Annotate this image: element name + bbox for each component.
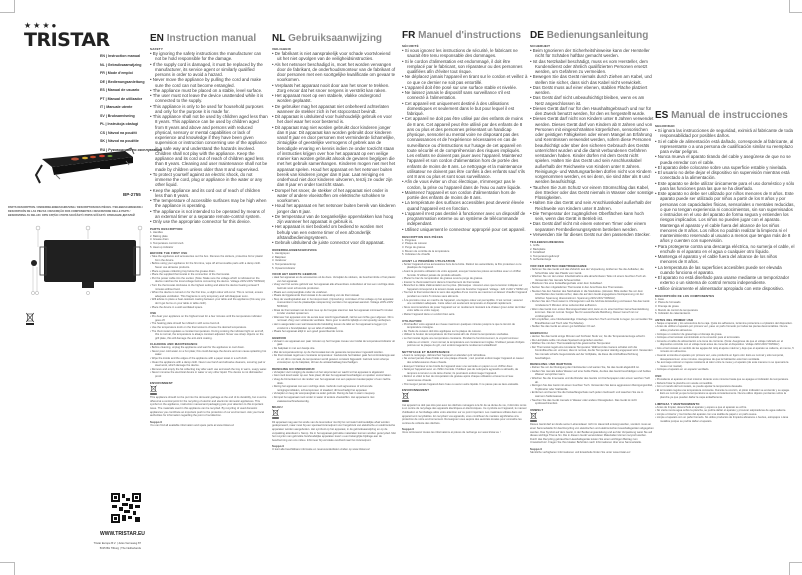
before-first-use-item: • Antes de utilizar el aparato por primera vez, pase un paño húmedo por todas las piezas desmontables. Nunca utilice productos abrasivos. (655, 325, 795, 332)
safety-item: • Si el cable de alimentación está dañado, corresponde al fabricante, al representante o a una persona de cualificación similar su reemplazo para evitar peligros. (655, 139, 795, 155)
environment-heading: ENVIRONMENT (150, 380, 173, 385)
before-first-use-list (655, 322, 795, 372)
parts-description-item: 1. Asas (655, 297, 664, 301)
parts-description-item: 3. Purge de graisse (402, 245, 426, 249)
weee-bin-icon (272, 409, 279, 419)
before-first-use-item: • When the device is turned on for the first time, a slight odour will occur. This is normal, ensure adequate ventilation. This fragrance is only temporary and will disappear soon. (150, 291, 268, 298)
cleaning-maintenance-item: • Verwijder vóór reiniging de stekker uit het stopcontact en wacht tot het apparaat is afgekoeld. (272, 371, 396, 375)
safety-item: • Verplaats het apparaat nooit door aan het snoer te trekken. Zorg ervoor dat het snoer nergens in verstrikt kan raken. (272, 83, 396, 94)
usage-item: • De l'huile de cuisson doit être appliquée sur la plaque de cuisson. (402, 330, 528, 334)
safety-item: • Este aparato no debe ser utilizado por niños menores de 8 años. Este aparato puede ser utilizado por niños a partir de los 8 años y por personas con capacidades físicas, sensoriales o mentales reducidas, o que no tengan experiencia ni conocimientos, sin son supervisados o instruidos en el uso del aparato de forma segura y entienden los riesgos implicados. Los niños no pueden jugar con el aparato. Mantenga el aparato y el cable fuera del alcance de los niños menores de 8 años. Los niños no podrán realizar la limpieza ni el mantenimiento reservado al usuario a menos que tengan más de 8 años y cuenten con supervisión. (655, 191, 795, 244)
language-index-item: IT | Manuale utente (100, 105, 133, 109)
parts-description-list (402, 239, 528, 257)
safety-item: • L'appareil doit être posé sur une surface stable et nivelée. (402, 85, 528, 90)
cleaning-maintenance-item: • Tauchen Sie das Gerät niemals in Wasser oder andere Flüssigkeiten. Das Gerät ist nicht spülmaschinenfest. (530, 399, 654, 406)
cleaning-maintenance-item: • Limpie el aparato con un paño húmedo. No utilice productos de limpieza abrasivos o fuertes, estropajos o lana metálica porque se podría dañar el aparato. (655, 416, 795, 423)
parts-description-item: 4. Bouton de contrôle de la température (402, 249, 450, 253)
parts-description-item: 3. Drenaje de grasa (655, 304, 679, 308)
website-url[interactable]: WWW.TRISTAR.EU (100, 531, 145, 537)
usage-heading: UTILISATION (402, 318, 422, 323)
parts-description-list (530, 244, 654, 262)
before-first-use-item: • Will advise to place a heat-resistant coating between your table and the appliance (this way you don't get burns on your table or table cloth). (150, 298, 268, 305)
section-es (655, 110, 795, 424)
cleaning-maintenance-item: • Limpie el interior y los bordes del aparato con una toallita de papel o un paño suave. (655, 413, 795, 417)
parts-description-list (150, 231, 268, 249)
safety-item: • Die Temperatur der zugänglichen Oberflächen kann hoch sein, wenn das Gerät in Betrieb ist. (530, 211, 654, 222)
section-title (402, 30, 528, 42)
manual-title: Bedienungsanleitung (546, 30, 649, 41)
parts-description-item: 4. Mando de control de temperatura (655, 308, 698, 312)
before-first-use-item: • Plaats de bijgeleverde thermostaat in de aansluiting van de thermostaat. (272, 294, 396, 298)
details-block (530, 240, 654, 455)
before-first-use-item: • Put the power cable into the socket. (Note: Make sure the voltage which is indicated on the device matches the local voltage before connecting the device. Voltage 220V-240V 50/60Hz) (150, 277, 268, 284)
support-heading: Support (530, 446, 543, 451)
cleaning-maintenance-item: • Before cleaning, unplug the appliance and wait for the appliance to cool down. (150, 346, 268, 350)
safety-heading: SICHERHEIT (530, 44, 551, 48)
safety-item: • Bewegen Sie das Gerät niemals durch Ziehen am Kabel, und stellen Sie sicher, dass sich das Kabel nicht verwickelt. (530, 74, 654, 85)
usage-item: • Con el mando del termostato, se puede ajustar la temperatura deseada. (655, 385, 795, 389)
language-index-item: DE | Bedienungsanleitung (100, 79, 145, 84)
usage-heading: USE (150, 311, 157, 316)
usage-item: • Die Heizplatte sollte mit etwas Speiseöl eingerieben werden. (530, 339, 654, 343)
before-first-use-item: • Wanneer het apparaat voor de eerste keer wordt ingeschakeld, zal het een lichte geur afgeven. Dit is normaal. Zorg voor voldoende ventilatie. Deze geur is slechts tijdelijk en zal spoedig verdwijnen. (272, 316, 396, 323)
before-first-use-item: • Place the device in a well-ventilated space. (150, 306, 268, 310)
usage-item: • Wählen Sie mit dem Thermostatknopf die gewünschte Temperatur. (530, 342, 654, 346)
company-address: Tristar Europe B.V. | Jules Verneweg 87 5015 BH Tilburg | The Netherlands (93, 542, 141, 550)
environment-text: This appliance should not be put into the domestic garbage at the end of its durability, but must be offered at a central point for the recycling of electric and electronic domestic appliances. This symbol on the appliance, instruction manual and packaging puts your attention to this important issue. The materials used in this appliance can be recycled. By recycling of used domestic appliances you contribute an important push to the protection of our environment. Ask your local authorities for information regarding the point of recollection. (150, 396, 267, 418)
cleaning-maintenance-heading: REINIGUNG UND WARTUNG (530, 362, 573, 367)
environment-text: Dieses Gerät darf am Ende seiner Lebensdauer nicht im Hausmüll entsorgt werden, sondern muss an einer Sammelstelle für das Recycling von elektrischen und elektronischen Haushaltsgeräten abgegeben werden. Das Symbol auf dem Gerät, in der Bedienungsanleitung und auf der Verpackung weist Sie auf dieses wichtige Thema hin. Die in diesem Gerät verwendeten Materialien können recycelt werden. Durch das Recycling gebrauchter Haushaltsgeräte leisten Sie einen wichtigen Beitrag zum Umweltschutz. Fragen Sie Ihre lokalen Behörden nach Informationen über eine Sammelstelle. (530, 423, 654, 445)
parts-description-heading: TEILEBESCHREIBUNG (530, 240, 565, 244)
section-de (530, 30, 654, 455)
cleaning-maintenance-item: • Ziehen Sie vor der Reinigung den Netzstecker und warten Sie, bis das Gerät abgekühlt ist. (530, 366, 654, 370)
usage-item: • De bakplaat in met een beetje olie. (272, 347, 396, 351)
before-first-use-item: • Het is aangeraden een warmtewerende bekleding tussen de tafel en het apparaat te leggen (zo voorkomt u brandplekken op uw tafel of tafelkleed). (272, 323, 396, 330)
usage-item: • El termostato regula una temperatura constante. Durante la cocción, el piloto indicador se enciende y se apaga. Esto es normal ya que la temperatura se ajusta constantemente. Nunca utilice objetos punzantes sobre la plancha ya que pueden dañar la capa antiadherente. (655, 389, 795, 400)
safety-item: • Este aparato se debe utilizar únicamente para el uso doméstico y sólo para las funciones para las que se ha diseñado. (655, 181, 795, 192)
safety-item: • Het apparaat is niet bedoeld om bediend te worden met behulp van een externe timer of een afzonderlijk afstandbedieningsysteem. (272, 224, 396, 240)
safety-item: • Utilisez uniquement le connecteur approprié pour cet appareil. (402, 227, 528, 232)
safety-item: • The temperature of accessible surfaces may be high when the appliance is operating. (150, 198, 268, 209)
cleaning-maintenance-item: • Gießen Sie niemals kaltes Wasser auf eine heiße Platte, da dies das Gerät beschädigen und heißes Wasser verspritzen kann. (530, 370, 654, 377)
section-title (530, 30, 654, 42)
parts-description-item: 1. Handgrepen (272, 252, 290, 256)
safety-item: • Si vous ignorez les instructions de sécurité, le fabricant ne saurait être tenu responsable des dommages. (402, 48, 528, 59)
parts-description-item: 5. Heat up indicator (150, 245, 174, 249)
safety-item: • Tauchen Sie zum Schutz vor einem Stromschlag das Kabel, den Stecker oder das Gerät niemals in Wasser oder sonstige Flüssigkeiten. (530, 185, 654, 201)
before-first-use-item: • Saque el aparato y los accesorios de la caja. Quite los adhesivos, la lámina protectora o el plástico del dispositivo. (655, 322, 795, 326)
usage-list (402, 323, 528, 348)
safety-item: • Dieses Gerät darf nicht von Kindern unter 8 Jahren verwendet werden. Dieses Gerät darf von Kindern ab 8 Jahren und von Personen mit eingeschränkten körperlichen, sensorischen oder geistigen Fähigkeiten oder einem Mangel an Erfahrung und Kenntnissen verwendet werden, sofern diese Personen beaufsichtigt oder über den sicheren Gebrauch des Geräts unterrichtet wurden und die damit verbundenen Gefahren verstanden haben. Kinder dürfen mit dem Gerät nicht spielen. Halten Sie das Gerät und sein Anschlusskabel außerhalb der Reichweite von Kindern unter 8 Jahren. Reinigungs- und Wartungsarbeiten dürfen nicht von Kindern vorgenommen werden, es sei denn, sie sind älter als 8 und werden beaufsichtigt. (530, 116, 654, 184)
logo-stars-icon: ★★★● (24, 21, 59, 30)
safety-item: • Dieses Gerät darf nur für den Haushaltsgebrauch und nur für den Zweck benutzt werden, für den es hergestellt wurde. (530, 106, 654, 117)
safety-item: • Das Gerät darf nicht unbeaufsichtigt bleiben, wenn es am Netz angeschlossen ist. (530, 95, 654, 106)
support-heading: Support (150, 419, 163, 424)
safety-item: • Het apparaat moet op een stabiele, vlakke ondergrond worden geplaatst. (272, 93, 396, 104)
language-code: NL (272, 33, 286, 44)
safety-item: • De gebruiker mag het apparaat niet onbeheerd achterlaten wanneer de stekker zich in het stopcontact bevindt. (272, 104, 396, 115)
weee-bin-icon (26, 312, 34, 331)
usage-item: • Verwarm uw apparaat een paar minuten op het hoogste niveau voor totdat de temperatuurindicator uit gaat. (272, 340, 396, 347)
support-text: You can find all available information and spare parts at www.tristar.eu! (150, 423, 235, 427)
before-first-use-heading: AVANT LA PREMIÈRE UTILISATION (402, 258, 455, 263)
manual-title: Instruction manual (166, 33, 257, 44)
safety-item: • Si le cordon d'alimentation est endommagé, il doit être remplacé par le fabricant, son réparateur ou des personnes qualifiées afin d'éviter tout risque. (402, 59, 528, 75)
cleaning-maintenance-item: • Wischen Sie die Innenseite und die Ränder des Geräts mit Küchenpapier oder einem weichen Tuch ab. (530, 377, 654, 384)
safety-item: • Mantenga el aparato y el cable fuera del alcance de los niños menores de 8 años. (655, 254, 795, 265)
safety-heading: VEILIGHEID (272, 47, 292, 51)
safety-item: • L'appareil n'est pas destiné à fonctionner avec un dispositif de programmation externe ou un système de télécommande indépendant. (402, 211, 528, 227)
cleaning-maintenance-list (402, 354, 528, 386)
support-heading: Support (402, 427, 415, 432)
safety-item: • By ignoring the safety instructions the manufacturer can not be hold responsible for the damage. (150, 51, 268, 62)
language-index-item: SK | Návod na použitie (100, 139, 139, 143)
cleaning-maintenance-heading: REINIGING EN ONDERHOUD (272, 366, 315, 371)
language-index-item: ES | Manual de usuario (100, 88, 140, 92)
cleaning-maintenance-item: • No vierta nunca agua sobre la plancha, se podría dañar el aparato y provocar salpicaduras de agua caliente. (655, 409, 795, 413)
usage-heading: USO (655, 374, 662, 379)
parts-description-list (655, 298, 795, 316)
usage-list (655, 378, 795, 400)
safety-item: • Als het netsnoer beschadigd is, moet het worden vervangen door de fabrikant, de onderhoudsmonteur van de fabrikant of door personen met een soortgelijke kwalificatie om gevaar te voorkomen. (272, 62, 396, 83)
safety-item: • Verwenden Sie für dieses Gerät nur den passenden Stecker. (530, 232, 654, 237)
parts-description-item: 2. Plaque de cuisson (402, 242, 427, 246)
cleaning-maintenance-item: • Ne versez jamais d'eau froide sur une plaque chaude ; ceci pourrait endommager l'appareil et causer des éclaboussures d'eau chaude. (402, 357, 528, 364)
cleaning-maintenance-item: • Never pour cold water on a hot plate; this could damage the device and can cause splashing hot water. (150, 350, 268, 357)
cleaning-maintenance-item: • Verwijder en leeg de vetopvangbak na ieder gebruik. Reinig de bak in warm zeepsop. (272, 392, 396, 396)
before-first-use-item: • Insérez le thermostat fourni dans le branchement du thermostat. (402, 281, 528, 285)
safety-item: • Cet appareil ne doit pas être utilisé par des enfants de moins de 8 ans. Cet appareil peut être utilisé par des enfants de 8 ans ou plus et des personnes présentant un handicap physique, sensoriel ou mental voire ne disposant pas des connaissances et de l'expérience nécessaires en cas de surveillance ou d'instructions sur l'usage de cet appareil en toute sécurité et de compréhension des risques impliqués. Les enfants ne doivent pas jouer avec l'appareil. Maintenez l'appareil et son cordon d'alimentation hors de portée des enfants de moins de 8 ans. Le nettoyage et la maintenance utilisateur ne doivent pas être confiés à des enfants sauf s'ils ont 8 ans ou plus et sont sous surveillance. (402, 116, 528, 179)
environment-heading: UMWELT (530, 407, 544, 412)
usage-item: • Heizen Sie das Gerät einige Minuten auf höchster Stufe vor, bis die Temperaturanzeige erlischt. (530, 335, 654, 339)
language-code: ES (655, 110, 669, 121)
before-first-use-list (272, 276, 396, 334)
safety-item: • Beim Ignorieren der Sicherheitshinweise kann der Hersteller nicht für Schäden haftbar gemacht werden. (530, 48, 654, 59)
cleaning-maintenance-list (272, 371, 396, 403)
cleaning-maintenance-item: • Giet nooit koud water op een hete plaat; dit kan het apparaat beschadigen en spatten veroorzaken. (272, 374, 396, 378)
before-first-use-item: • À la première mise en marche de l'appareil, une légère odeur est perceptible. C'est normal ; assurez une ventilation adéquate. Cette odeur est seulement temporaire et disparaît rapidement. (402, 299, 528, 306)
cleaning-maintenance-item: • Veeg de binnenkant en de randen van het apparaat met een papieren keukenpapier of een zachte doek. (272, 378, 396, 385)
usage-item: • Der Thermostat regelt eine konstante Temperatur. Während des Garens schaltet sich die Kontrollleuchte ein und aus; dies ist normal, da die Temperatur ständig angepasst wird. Verwenden Sie niemals scharfe Gegenstände auf der Grillplatte, da diese die Antihaftbeschichtung beschädigen. (530, 346, 654, 360)
parts-description-heading: DESCRIPTION DES PIÈCES (402, 234, 444, 239)
safety-item: • El aparato debe colocarse sobre una superficie estable y nivelada. (655, 165, 795, 170)
parts-description-item: 1. Poignées (402, 238, 417, 242)
details-block (272, 248, 396, 452)
safety-item: • Dompel het snoer, de stekker of het apparaat niet onder in water of andere vloeistoffen om elektrische schokken te voorkomen. (272, 188, 396, 204)
support-text: U kunt alle beschikbare informatie en reserveonderdelen vinden op www.tristar.eu! (272, 448, 370, 452)
before-first-use-heading: BEFORE THE FIRST USE (150, 251, 188, 256)
cleaning-maintenance-item: • Dompel het apparaat nooit onder in water of andere vloeistoffen. Het apparaat is niet vaatwasmachinebestendig. (272, 396, 396, 403)
safety-heading: SÉCURITÉ (402, 44, 419, 48)
section-title (272, 33, 396, 45)
usage-item: • Utilisez le bouton de température du thermostat afin de choisir la température souhaitée. (402, 333, 528, 337)
safety-list (402, 48, 528, 232)
before-first-use-heading: ANTES DEL PRIMER USO (655, 317, 694, 322)
safety-heading: SEGURIDAD (655, 124, 675, 128)
cleaning-maintenance-item: • Remove and empty the fat collecting tray after each use and wash the tray in warm, soapy water. (150, 368, 268, 372)
language-index-item: FR | Mode d'emploi (100, 71, 133, 75)
usage-item: • Use the temperature knob on the thermostat to choose the desired temperature. (150, 326, 268, 330)
before-first-use-item: • Platzieren Sie eine Fettauffangschale unter dem Fettablauf. (530, 282, 654, 286)
manual-title: Gebruiksaanwijzing (288, 33, 383, 44)
usage-list (272, 340, 396, 365)
safety-item: • Gebruik uitsluitend de juiste connector voor dit apparaat. (272, 240, 396, 245)
safety-item: • El aparato no está diseñado para usarse mediante un temporizador externo o un sistema de control remoto independiente. (655, 275, 795, 286)
section-title (655, 110, 795, 122)
before-first-use-item: • Setzen Sie den mitgelieferten Thermostat in den Anschluss des Thermostats. (530, 286, 654, 290)
parts-description-item: 3. Vetafvoer (272, 259, 287, 263)
language-index (100, 52, 163, 154)
parts-description-item: 3. Grease drain (150, 238, 169, 242)
before-first-use-heading: VOR DER ERSTEN INBETRIEBNAHME (530, 263, 587, 268)
language-index-item: CS | Návod na použití (100, 130, 137, 135)
cleaning-maintenance-heading: LIMPIEZA Y MANTENIMIENTO (655, 401, 700, 406)
cleaning-maintenance-item: • Clean the appliance with a damp cloth. Never use harsh and abrasive cleaners, scouring pad or steel wool, which damage the device. (150, 361, 268, 368)
details-block (150, 227, 268, 427)
details-block (655, 294, 795, 424)
parts-description-heading: DESCRIPCIÓN DE LOS COMPONENTES (655, 293, 715, 298)
safety-item: • Nunca mueva el aparato tirando del cable y asegúrese de que no se pueda enredar con el cable. (655, 154, 795, 165)
cleaning-maintenance-heading: NETTOYAGE ET MAINTENANCE (402, 349, 450, 354)
section-fr (402, 30, 528, 435)
language-index-item: NL | Gebruiksaanwijzing (100, 62, 142, 67)
before-first-use-item: • Plaats een vetopvangbak onder de vetafvoer. (272, 291, 396, 295)
manual-title: Manual de instrucciones (671, 110, 788, 121)
before-first-use-item: • Gire el termostato en sentido de las agujas del reloj al ajuste máximo y deje que el aparato se caliente, al menos, 5 minutos sin alimentos. (655, 347, 795, 354)
cleaning-maintenance-item: • Nettoyez l'appareil avec un chiffon humide. N'utilisez pas de nettoyants agressifs ou abrasifs, de tampons à récurer ou de laine d'acier, ils pourraient endommager l'appareil. (402, 368, 528, 375)
cleaning-maintenance-list (530, 366, 654, 406)
cleaning-maintenance-item: • Essuyez l'intérieur et les bords de l'appareil avec une serviette en papier ou un chiffon doux. (402, 365, 528, 369)
before-first-use-item: • Coloque un colector de grasa bajo el drenaje de grasa. (655, 333, 795, 337)
before-first-use-heading: VOOR HET EERSTE GEBRUIK (272, 272, 317, 277)
cleaning-maintenance-item: • N'immergez jamais l'appareil dans l'eau ou aucun autre liquide. Il ne passe pas au lave-vaisselle. (402, 383, 528, 387)
parts-description-item: 5. Indicateur de chauffe (402, 253, 431, 257)
cleaning-maintenance-item: • Reinigen Sie das Gerät mit einem feuchten Tuch. Verwenden Sie keine aggressiven Reinigungsmittel, Topfkratzer oder Stahlwolle. (530, 384, 654, 391)
before-first-use-item: • Place a grease collecting tray below the grease drain. (150, 270, 268, 274)
cleaning-maintenance-item: • Wipe the inside and the edges of the appliance with a paper towel or a soft cloth. (150, 357, 268, 361)
before-first-use-item: • Take the appliance and accessories out the box. Remove the stickers, protective foil or plastic from the device. (150, 255, 268, 262)
safety-item: • Dit apparaat is uitsluitend voor huishoudelijk gebruik en voor het doel waar het voor bestemd is. (272, 114, 396, 125)
before-first-use-item: • Mettez l'appareil dans un endroit bien aéré. (402, 313, 528, 317)
safety-item: • Dit apparaat mag niet worden gebruikt door kinderen jonger dan 8 jaar. Dit apparaat kan worden gebruikt door kinderen vanaf 8 jaar en door personen met verminderde lichamelijke, zintuiglijke of geestelijke vermogens of gebrek aan de benodigde ervaring en kennis indien ze onder toezicht staan of instructies krijgen over hoe het apparaat op een veilige manier kan worden gebruikt alsook de gevaren begrijpen die met het gebruik samenhangen. Kinderen mogen niet met het apparaat spelen. Houd het apparaat en het netsnoer buiten bereik van kinderen jonger dan 8 jaar. Laat reiniging en onderhoud niet door kinderen uitvoeren, tenzij ze ouder zijn dan 8 jaar en onder toezicht staan. (272, 125, 396, 188)
before-first-use-item: • Drehen Sie den Thermostat im Uhrzeigersinn auf die höchste Einstellung und lassen Sie das Gerät mindestens 5 Minuten ohne Lebensmittel aufheizen. (530, 300, 654, 307)
usage-item: • Met de temperatuurknop op de thermostaat kan de gewenste temperatuur ingesteld worden. (272, 351, 396, 355)
safety-item: • El usuario no debe dejar el dispositivo sin supervisión mientras está conectado a la alimentación. (655, 170, 795, 181)
before-first-use-item: • Cuando encienda el aparato por primera vez, este producirá un ligero olor. Esto es normal y sólo temporal, desaparecerá en unos minutos. Asegúrese de que la habitación esté bien ventilada. (655, 354, 795, 361)
safety-item: • This appliance shall not be used by children aged less than 8 years. This appliance can be used by children aged from 8 years and above and persons with reduced physical, sensory or mental capabilities or lack of experience and knowledge if they have been given supervision or instruction concerning use of the appliance in a safe way and understand the hazards involved. Children shall not play with the appliance. Keep the appliance and its cord out of reach of children aged less than 8 years. Cleaning and user maintenance shall not be made by children unless older than 8 and supervised. (150, 114, 268, 172)
before-first-use-item: • Wenn das Gerät zum ersten Mal eingeschaltet wird, kann es zu einer leichten Geruchsentwicklung kommen. Das ist normal. Sorgen Sie für ausreichende Belüftung. Dieser Geruch ist nur vorübergehend. (530, 308, 654, 319)
parts-description-item: 2. Placa de horneado (655, 301, 681, 305)
parts-description-item: 4. Temperatuurknop (272, 263, 296, 267)
manual-title: Manuel d'instructions (418, 30, 522, 41)
cleaning-maintenance-item: • Entfernen und leeren Sie die Fettauffangschale nach jedem Gebrauch und waschen Sie sie in warmem Seifenwasser. (530, 391, 654, 398)
cleaning-maintenance-item: • Antes de limpiar, desenchufe el aparato y espere a que el aparato se enfríe. (655, 406, 795, 410)
before-first-use-item: • Wir empfehlen, eine hitzebeständige Unterlage zwischen Tisch und Gerät zu legen (so vermeiden Sie Brandflecken auf Tisch oder Tischdecke). (530, 318, 654, 325)
model-number: BP-2755 (123, 192, 141, 197)
safety-item: • Si ignora las instrucciones de seguridad, eximirá al fabricante de toda responsabilidad por posibles daños. (655, 128, 795, 139)
usage-list (150, 315, 268, 340)
language-code: FR (402, 30, 416, 41)
before-first-use-item: • Haal het apparaat en de accessoires uit de doos. Verwijder de stickers, de beschermfolie of het plastic van het apparaat. (272, 276, 396, 283)
section-nl (272, 33, 396, 452)
before-first-use-item: • Conecte el cable de alimentación a la toma de corriente. (Nota: Asegúrese de que el voltaje indicado en el dispositivo coincide con el voltaje local antes de conectar el dispositivo. Voltaje 220V-240V 50/60Hz) (655, 340, 795, 347)
safety-item: • The appliance must be placed on a stable, level surface. (150, 88, 268, 93)
weee-bin-icon (402, 392, 409, 402)
safety-list (272, 51, 396, 245)
safety-item: • The user must not leave the device unattended while it is connected to the supply. (150, 93, 268, 104)
language-index-item: EN | Instruction manual (100, 54, 141, 58)
safety-item: • This appliance is only to be used for household purposes and only for the purpose it is made for. (150, 104, 268, 115)
parts-diagram (30, 225, 145, 295)
support-heading: Support (272, 444, 285, 449)
safety-list (530, 48, 654, 237)
safety-item: • Houd het apparaat en het netsnoer buiten bereik van kinderen jonger dan 8 jaar. (272, 203, 396, 214)
brand-name: TRISTAR (24, 29, 110, 51)
usage-item: • Préchauffez votre appareil au niveau maximum quelques minutes jusqu'à ce que le témoin de température s'éteigne. (402, 323, 528, 330)
language-index-item: PL | Instrukcja obsługi (100, 122, 139, 126)
cleaning-maintenance-list (655, 406, 795, 424)
cleaning-maintenance-item: • Reinig het apparaat met een vochtige doek. Gebruik nooit agressieve of schurende reinigingsmiddelen, schuursponsen of staalwol; dit beschadigt het apparaat. (272, 385, 396, 392)
safety-item: • Afin de vous éviter un choc électrique, n'immergez pas le cordon, la prise ou l'appareil dans de l'eau ou autre liquide. (402, 179, 528, 190)
safety-item: • Utilice únicamente el alimentador apropiado con este dispositivo. (655, 286, 795, 291)
cleaning-maintenance-list (150, 346, 268, 378)
qr-code-icon[interactable] (111, 493, 141, 523)
safety-item: • Das Gerät darf nicht mit einem externen Timer oder einem separaten Fernbedienungssystem betrieben werden. (530, 221, 654, 232)
usage-heading: GEBRUIK (272, 335, 287, 340)
usage-item: • Precaliente el aparato al nivel máximo durante unos minutos hasta que se apague el indicador de temperatura. (655, 378, 795, 382)
section-en (150, 33, 268, 427)
parts-description-item: 4. Temperature control knob (150, 242, 184, 246)
before-first-use-item: • Veeg voor het eerste gebruik van het apparaat alle afneembare onderdelen af met een vochtige doek. Gebruik nooit schurende producten. (272, 283, 396, 290)
usage-item: • De thermostaat regelt een constante temperatuur. Gedurende het bakken gaat het controlelampje aan en uit; dit is normaal, de temperatuur wordt gewoon constant bijgesteld. Gebruik nooit scherpe voorwerpen op de bakplaat, dit kan de antiaanbaklaag beschadigen. (272, 354, 396, 365)
before-first-use-item: • Avant la première utilisation de votre appareil, essuyez toutes les pièces amovibles avec un chiffon humide. N'utilisez jamais de produits abrasifs. (402, 270, 528, 277)
environment-text: Dit apparaat mag aan het einde van de levensduur niet bij het normale huishoudelijke afval worden gedeponeerd, maar moet bij een speciaal inzamelpunt voor hergebruik van elektrische en elektronische apparaten worden aangeboden. Het symbool op het apparaat, in de gebruiksaanwijzing en op de verpakking attendeert u hierop. De in het apparaat gebruikte materialen kunnen worden gerecycled. Met het recyclen van gebruikte huishoudelijke apparaten levert u een belangrijke bijdrage aan de bescherming van ons milieu. Informeer bij uw lokale overheid naar het inzamelpunt. (272, 420, 396, 442)
safety-item: • Ne laissez jamais le dispositif sans surveillance s'il est connecté à l'alimentation. (402, 90, 528, 101)
cleaning-maintenance-item: • Avant le nettoyage, débranchez l'appareil et attendez qu'il refroidisse. (402, 354, 528, 358)
parts-description-list (272, 252, 396, 270)
crop-mark-bottom-right (789, 562, 802, 575)
usage-heading: GEBRAUCH (530, 331, 548, 336)
parts-description-item: 1. Handles (150, 231, 163, 235)
before-first-use-item: • Before using your appliance for the first time, wipe off all removable parts with a damp cloth. Never use abrasive products. (150, 262, 268, 269)
cleaning-maintenance-heading: CLEANING AND MAINTENANCE (150, 342, 198, 347)
cleaning-maintenance-item: • Never immerse the electrical device in water or any other liquid. The device is not dishwasher proof. (150, 371, 268, 378)
parts-description-item: 2. Baking plate (150, 234, 168, 238)
safety-list (150, 51, 268, 224)
usage-list (530, 335, 654, 360)
support-text: Vous retrouverez toutes les informations et pièces de rechange sur www.tristar.eu ! (402, 431, 501, 435)
safety-item: • If the supply cord is damaged, it must be replaced by the manufacturer, its service agent or similarly qualified persons in order to avoid a hazard. (150, 62, 268, 78)
before-first-use-item: • Place the supplied thermostat in the connection of the thermostat. (150, 273, 268, 277)
before-first-use-item: • Placez le bac de récupération de graisse sous la purge de graisse. (402, 277, 528, 281)
safety-item: • Maintenez l'appareil et son cordon d'alimentation hors de portée des enfants de moins de 8 ans. (402, 190, 528, 201)
environment-heading: ENVIRONNEMENT (402, 388, 430, 393)
parts-description-heading: PARTS DESCRIPTION (150, 227, 183, 232)
safety-item: • Ist das Netzkabel beschädigt, muss es vom Hersteller, dem Kundendienst oder ähnlich qualifizierten Personen ersetzt werden, um Gefahren zu vermeiden. (530, 59, 654, 75)
language-index-item: PT | Manual de utilizador (100, 96, 143, 101)
details-block (402, 235, 528, 435)
parts-description-item: 4. Temperaturregelknopf (530, 254, 560, 258)
safety-list (655, 128, 795, 291)
before-first-use-item: • Plaats het apparaat altijd in een goed geventileerde ruimte. (272, 330, 396, 334)
before-first-use-item: • Nehmen Sie das Gerät und das Zubehör aus der Verpackung. Entfernen Sie die Aufkleber, die Schutzfolie oder das Plastik vom Gerät. (530, 268, 654, 275)
weee-bin-icon (530, 412, 537, 422)
language-index-item: SV | Bruksanvisning (100, 113, 135, 118)
before-first-use-item: • Wischen Sie vor der ersten Inbetriebnahme alle abnehmbaren Teile mit einem feuchten Tuch ab. Verwenden Sie niemals Scheuermittel. (530, 275, 654, 282)
usage-item: • Pre-heat your appliance on the highest level for a few minutes until the temperature indicator goes off. (150, 315, 268, 322)
table-grill-product-image (30, 145, 136, 191)
parts-description-item: 3. Fettablauf (530, 251, 545, 255)
before-first-use-list (530, 268, 654, 329)
before-first-use-item: • Tournez le thermostat dans le sens des aiguilles d'une montre au maximum et laissez chauffer l'appareil pendant au moins 5 minutes sans aliments. (402, 291, 528, 298)
before-first-use-item: • Turn the thermostat clockwise to the highest setting and allow the device heating at least 5 minutes without food. (150, 284, 268, 291)
before-first-use-list (402, 263, 528, 317)
environment-heading: MILIEU (272, 405, 283, 410)
safety-item: • De fabrikant is niet aansprakelijk voor schade voortvloeiend uit het niet opvolgen van de veiligheidsinstructies. (272, 51, 396, 62)
parts-description-item: 5. Aufheizanzeige (530, 258, 552, 262)
usage-item: • The thermostat regulates a constant temperature. During cooking the indicator light on and off, this is normal, the temperature is always constant adjusted. Never use sharp objects on the grill plate, this will damage the anti-stick coating. (150, 330, 268, 341)
language-index-item: RU | Руководство по эксплуатации (100, 147, 163, 152)
before-first-use-item: • Branchez le câble d'alimentation sur la prise. (Remarque : Assurez-vous que la tension indiquée sur l'appareil correspond à la tension locale avant de brancher l'appareil. Voltage : 220 V-240 V 50/60 Hz) (402, 284, 528, 291)
safety-item: • Cet appareil est uniquement destiné à des utilisations domestiques et seulement dans le but pour lequel il est fabriqué. (402, 101, 528, 117)
tristar-logo (24, 22, 110, 50)
parts-description-item: 1. Griffe (530, 244, 540, 247)
parts-description-heading: ONDERDELENBESCHRIJVING (272, 248, 317, 253)
usage-item: • The heating plate should be rubbed in with some food oil. (150, 322, 268, 326)
parts-description-caption: PARTS DESCRIPTION / ONDERDELENBESCHRIJVING / DESCRIPTION DES PIÈCES / TEILEBESCHREIBUNG / DESCRIPCIÓN DE LAS PIEZAS / DESCRIÇÃO DOS COMPONENTES / DESCRIZIONE DELLE PARTI / BESKRIVNING AV DELAR / OPIS CZĘŚCI / POPIS SOUČÁSTÍ / POPIS SÚČASTÍ / ОПИСАНИЕ ДЕТАЛЕЙ (8, 206, 143, 218)
before-first-use-item: • Se aconseja colocar un tapete resistente al calor entre la mesa y el aparato (de esta manera no se quemará la mesa ni el mantel). (655, 361, 795, 368)
before-first-use-item: • Nous recommandons de poser l'appareil sur un revêtement résistant à la chaleur (pour éviter de brûler votre table ou votre nappe). (402, 306, 528, 313)
before-first-use-list (150, 255, 268, 309)
safety-item: • The appliance is not intended to be operated by means of an external timer or a separate remote-control system. (150, 209, 268, 220)
crop-mark-top-right (789, 0, 802, 13)
parts-description-item: 2. Backplatte (530, 247, 546, 251)
usage-item: • Le thermostat régule une température constante. Pendant le fonctionnement, le voyant lumineux s'allume et s'éteint ; c'est normal, la température est constamment réglée. N'utilisez jamais d'objets pointus sur la plaque du gril, ceci endommagerait le revêtement antiadhésif. (402, 337, 528, 348)
safety-item: • La temperatura de las superficies accesibles puede ser elevada cuando funciona el aparato. (655, 265, 795, 276)
before-first-use-item: • Sortez l'appareil et les accessoires hors de la boîte. Retirez les autocollants, la film protecteur ou le plastique de l'appareil. (402, 263, 528, 270)
before-first-use-item: • Draai de thermostaat met de klok mee op de hoogste stand en laat het apparaat minimaal 5 minuten zonder voedsel opwarmen. (272, 309, 396, 316)
safety-item: • Halten Sie das Gerät und sein Anschlusskabel außerhalb der Reichweite von Kindern unter 8 Jahren. (530, 200, 654, 211)
language-code: EN (150, 33, 164, 44)
before-first-use-item: • Stop de voedingskabel aan in het stopcontact. (Opmerking: controleer of het voltage op het apparaat overeenkomt met de plaatselijke netspanning voordat u het apparaat aansluit. Voltage 220V-240V 50/60Hz) (272, 298, 396, 309)
safety-item: • Never move the appliance by pulling the cord and make sure the cord can not become entangled. (150, 77, 268, 88)
safety-item: • De temperatuur van de toegankelijke oppervlakken kan hoog zijn wanneer het apparaat in gebruik is. (272, 214, 396, 225)
safety-item: • Para protegerse contra una descarga eléctrica, no sumerja el cable, el enchufe ni el aparato en el agua o cualquier otro líquido. (655, 244, 795, 255)
environment-text: Cet appareil ne doit pas être jeté avec les déchets ménagers à la fin de sa durée de vie, il doit être remis à un centre de recyclage des appareils électriques et électroniques. Ce symbole sur l'appareil, le manuel d'utilisation et l'emballage attire votre attention sur ce point important. Les matériaux utilisés dans cet appareil sont recyclables. En recyclant vos appareils, vous contribuez de manière significative à la protection de notre environnement. Renseignez-vous auprès des autorités locales pour connaître les centres de collecte des déchets. (402, 403, 527, 425)
safety-item: • Only use the appropriate connector for this device. (150, 219, 268, 224)
before-first-use-item: • Stecken Sie den Stecker des Netzkabels in die Steckdose. (Hinweis: Bitte stellen Sie vor dem Anschließen des Geräts sicher, dass die auf dem Gerät angegebene Netzspannung mit der örtlichen Spannung übereinstimmt. Spannung 220V-240V 50/60Hz) (530, 290, 654, 301)
parts-description-item: 5. Opwarmindicator (272, 266, 296, 270)
safety-item: • Keep the appliance and its cord out of reach of children less than 8 years. (150, 188, 268, 199)
safety-item: • To protect yourself against an electric shock, do not immerse the cord, plug or appliance in the water or any other liquid. (150, 172, 268, 188)
safety-item: • Ne déplacez jamais l'appareil en tirant sur le cordon et veillez à ce que ce dernier ne soit pas entortillé. (402, 74, 528, 85)
language-code: DE (530, 30, 544, 41)
before-first-use-item: • Coloque el termostato suministrado en la conexión para el termostato. (655, 336, 795, 340)
parts-description-item: 5. Indicador de calentamiento (655, 312, 691, 316)
weee-bin-icon (150, 385, 157, 395)
support-text: Sämtliche verfügbaren Informationen und Ersatzteile finden Sie unter www.tristar.eu! (530, 450, 631, 454)
usage-item: • Deberá frotar la plancha con aceite comestible. (655, 382, 795, 386)
safety-item: • Das Gerät muss auf einer ebenen, stabilen Fläche platziert werden. (530, 85, 654, 96)
safety-heading: SAFETY (150, 47, 164, 51)
cleaning-maintenance-item: • Retirez et videz le bac de récupération de graisse après chaque utilisation et lavez-le à l'eau savonneuse chaude. (402, 375, 528, 382)
parts-description-item: 2. Bakplaat (272, 255, 286, 259)
before-first-use-item: • Stellen Sie das Gerät an einem gut belüfteten Ort auf. (530, 325, 654, 329)
section-title (150, 33, 268, 45)
before-first-use-item: • Coloque el aparato en un espacio ventilado. (655, 368, 795, 372)
safety-item: • La température des surfaces accessibles peut devenir élevée quand l'appareil est en fonction. (402, 200, 528, 211)
